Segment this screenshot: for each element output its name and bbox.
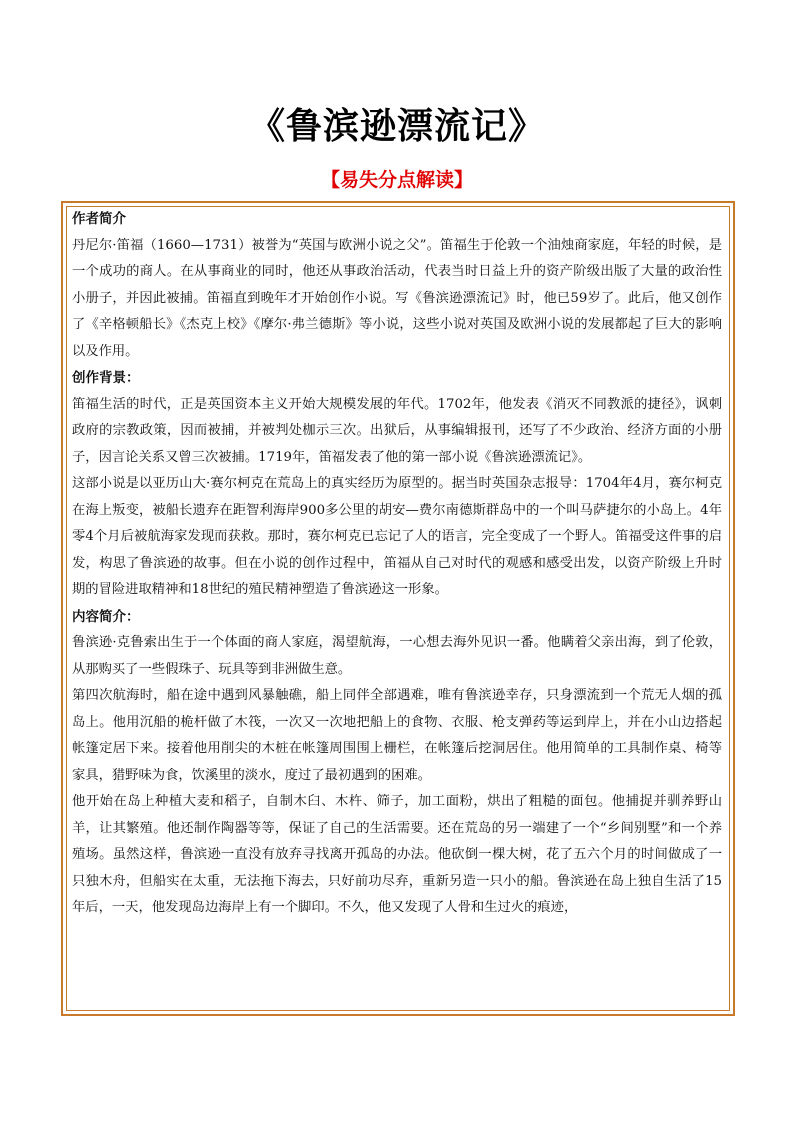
content-body (72, 206, 722, 1011)
document-title: 《鲁滨逊漂流记》 (248, 106, 545, 147)
content-paragraph-1: 鲁滨逊·克鲁索出生于一个体面的商人家庭，渴望航海，一心想去海外见识一番。他瞒着父亲出海，到了伦敦，从那购买了一些假珠子、玩具等到非洲做生意。 (72, 635, 722, 677)
author-paragraph: 丹尼尔·笛福（1660—1731）被誉为“英国与欧洲小说之父”。笛福生于伦敦一个油烛商家庭，年轻的时候，是一个成功的商人。在从事商业的同时，他还从事政治活动，代表当时日益上升的资产阶级出版了大量的政治性小册子，并因此被捕。笛福直到晚年才开始创作小说。写《鲁滨逊漂流记》时，他已59岁了。此后，他又创作了《辛格顿船长》《杰克上校》《摩尔·弗兰德斯》等小说，这些小说对英国及欧洲小说的发展都起了巨大的影响以及作用。 (72, 237, 722, 359)
section-heading-background: 创作背景： (72, 370, 140, 386)
background-paragraph-1: 笛福生活的时代，正是英国资本主义开始大规模发展的年代。1702年，他发表《消灭不同教派的捷径》，讽刺政府的宗教政策，因而被捕，并被判处枷示三次。出狱后，从事编辑报刊，还写了不少政治、经济方面的小册子，因言论关系又曾三次被捕。1719年，笛福发表了他的第一部小说《鲁滨逊漂流记》。 (72, 396, 722, 465)
section-heading-content: 内容简介： (72, 608, 140, 625)
content-paragraph-2: 第四次航海时，船在途中遇到风暴触礁，船上同伴全部遇难，唯有鲁滨逊幸存，只身漂流到一个荒无人烟的孤岛上。他用沉船的桅杆做了木筏，一次又一次地把船上的食物、衣服、枪支弹药等运到岸上，并在小山边搭起帐篷定居下来。接着他用削尖的木桩在帐篷周围围上栅栏，在帐篷后挖洞居住。他用简单的工具制作桌、椅等家具，猎野味为食，饮溪里的淡水，度过了最初遇到的困难。 (72, 688, 722, 783)
background-paragraph-2: 这部小说是以亚历山大·赛尔柯克在荒岛上的真实经历为原型的。据当时英国杂志报导：1704年4月，赛尔柯克在海上叛变，被船长遗弃在距智利海岸900多公里的胡安—费尔南德斯群岛中的一个叫马萨捷尔的小岛上。4年零4个月后被航海家发现而获救。那时，赛尔柯克已忘记了人的语言，完全变成了一个野人。笛福受这件事的启发，构思了鲁滨逊的故事。但在小说的创作过程中，笛福从自己对时代的观感和感受出发，以资产阶级上升时期的冒险进取精神和18世纪的殖民精神塑造了鲁滨逊这一形象。 (72, 476, 722, 597)
section-heading-author: 作者简介 (72, 211, 126, 227)
content-paragraph-3: 他开始在岛上种植大麦和稻子，自制木臼、木杵、筛子，加工面粉，烘出了粗糙的面包。他捕捉并驯养野山羊，让其繁殖。他还制作陶器等等，保证了自己的生活需要。还在荒岛的另一端建了一个“乡间别墅”和一个养殖场。虽然这样，鲁滨逊一直没有放弃寻找离开孤岛的办法。他砍倒一棵大树，花了五六个月的时间做成了一只独木舟，但船实在太重，无法拖下海去，只好前功尽弃，重新另造一只小的船。鲁滨逊在岛上独自生活了15年后，一天，他发现岛边海岸上有一个脚印。不久，他又发现了人骨和生过火的痕迹， (72, 794, 722, 915)
document-subtitle: 【易失分点解读】 (320, 169, 473, 191)
